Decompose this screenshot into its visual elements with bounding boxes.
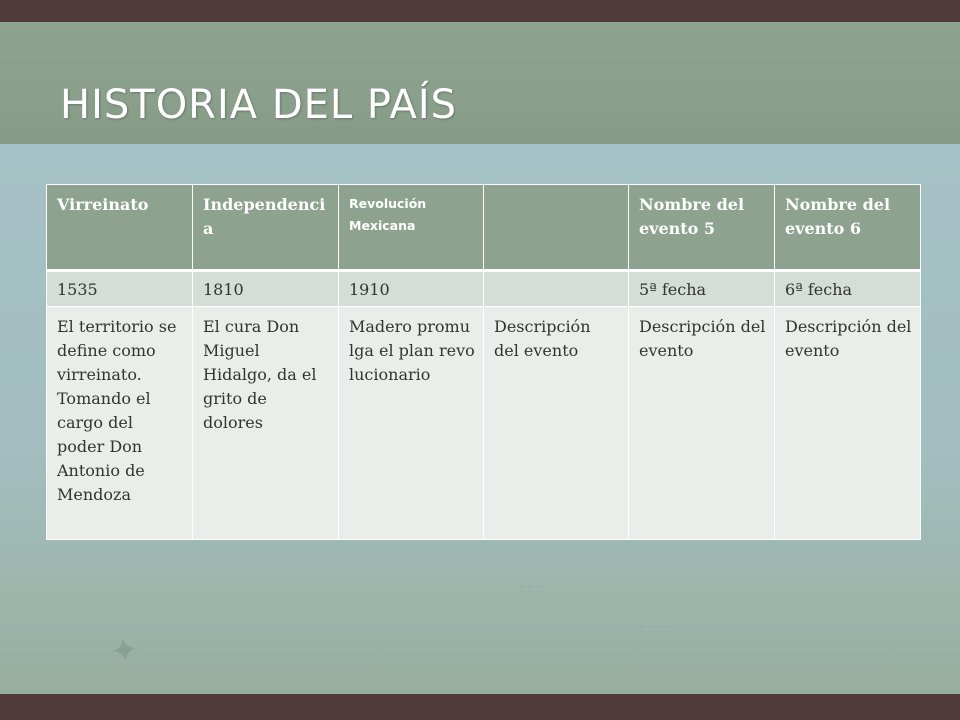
header-cell xyxy=(484,185,629,271)
bottom-frame-bar xyxy=(0,694,960,720)
description-cell: El cura Don Miguel Hidalgo, da el grito de dolores xyxy=(193,307,339,540)
map-background-decoration: ✦ · · · · · · · xyxy=(107,580,669,673)
date-cell: 1535 xyxy=(47,271,193,307)
slide-title: HISTORIA DEL PAÍS xyxy=(60,82,458,128)
history-timeline-table xyxy=(46,184,921,540)
header-cell: Nombre del evento 5 xyxy=(629,185,775,271)
header-cell: Revolución Mexicana xyxy=(339,185,484,271)
description-cell: Madero promulga el plan revolucionario xyxy=(339,307,484,540)
date-cell: 6ª fecha xyxy=(775,271,921,307)
date-cell xyxy=(484,271,629,307)
header-cell: Nombre del evento 6 xyxy=(775,185,921,271)
table-description-row xyxy=(47,307,921,540)
table-header-row xyxy=(47,185,921,271)
top-frame-bar xyxy=(0,0,960,22)
description-cell: Descripción del evento xyxy=(484,307,629,540)
header-cell: Independencia xyxy=(193,185,339,271)
date-cell: 1810 xyxy=(193,271,339,307)
description-cell: Descripción del evento xyxy=(775,307,921,540)
description-cell: El territorio se define como virreinato. Tomando el cargo del poder Don Antonio de Mendoza xyxy=(47,307,193,540)
date-cell: 1910 xyxy=(339,271,484,307)
date-cell: 5ª fecha xyxy=(629,271,775,307)
table-dates-row xyxy=(47,271,921,307)
header-cell: Virreinato xyxy=(47,185,193,271)
description-cell: Descripción del evento xyxy=(629,307,775,540)
